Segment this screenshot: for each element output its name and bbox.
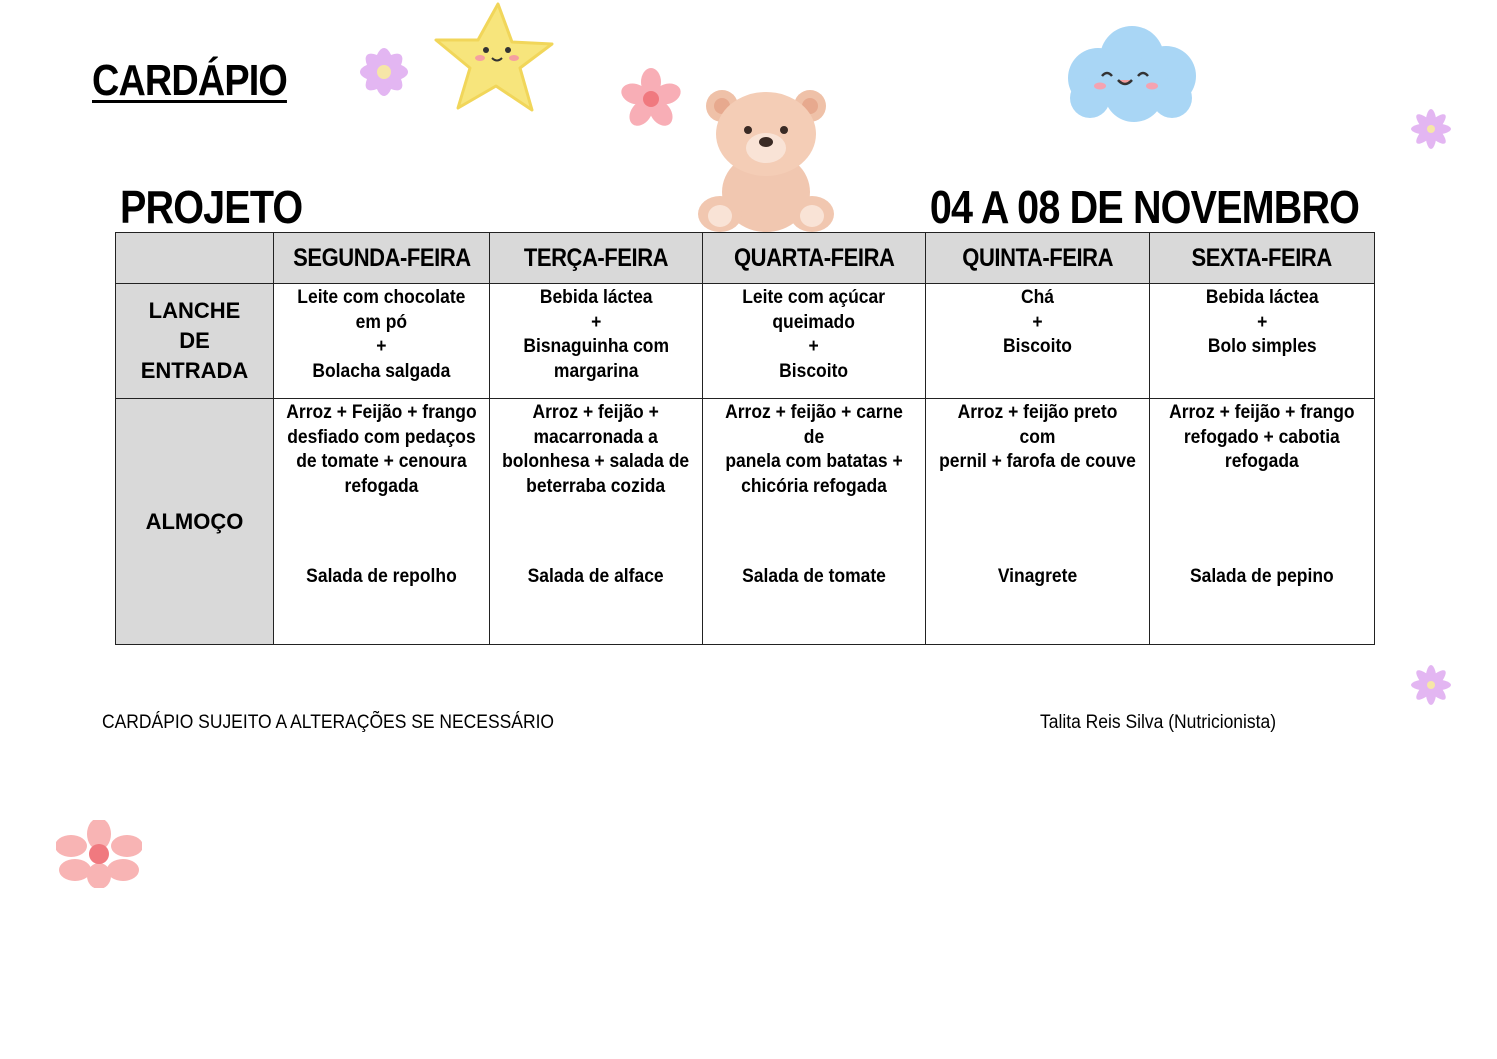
- menu-line: +: [808, 336, 820, 357]
- menu-line: Arroz + feijão + carne de: [725, 402, 903, 448]
- column-header-wednesday: QUARTA-FEIRA: [703, 233, 926, 284]
- menu-line: +: [376, 336, 387, 357]
- menu-line: Leite com chocolate: [297, 287, 466, 308]
- menu-line: beterraba cozida: [526, 475, 666, 497]
- menu-line: Bisnaguinha com: [523, 336, 669, 357]
- menu-line: Chá: [1020, 287, 1055, 308]
- menu-line: Arroz + feijão preto com: [957, 402, 1118, 448]
- teddy-bear-icon: [696, 84, 836, 234]
- table-row-snack: [116, 284, 1375, 399]
- table-corner: [116, 233, 274, 284]
- menu-line: Bolo simples: [1207, 336, 1317, 357]
- menu-line: Bebida láctea: [539, 287, 653, 308]
- menu-line: Bebida láctea: [1205, 287, 1319, 308]
- lunch-cell-wednesday: [703, 399, 926, 645]
- menu-line: panela com batatas +: [725, 451, 903, 472]
- salad-line: Vinagrete: [997, 566, 1078, 587]
- menu-line: chicória refogada: [741, 475, 887, 497]
- menu-line: de tomate + cenoura: [296, 451, 467, 472]
- snack-cell-monday: [274, 284, 490, 399]
- snack-cell-tuesday: [490, 284, 703, 399]
- lilac-flower-icon: [1406, 660, 1456, 710]
- menu-line: Biscoito: [1003, 336, 1072, 357]
- table-header-row: [116, 233, 1375, 284]
- lilac-flower-icon: [1406, 104, 1456, 154]
- salad-line: Salada de tomate: [742, 566, 886, 587]
- week-range: 04 A 08 DE NOVEMBRO: [929, 181, 1359, 233]
- pink-flower-icon: [618, 66, 684, 132]
- snack-cell-wednesday: [703, 284, 926, 399]
- purple-flower-icon: [338, 40, 430, 104]
- salad-line: Salada de alface: [527, 566, 665, 587]
- column-header-thursday: QUINTA-FEIRA: [926, 233, 1150, 284]
- menu-line: refogada: [1225, 451, 1299, 472]
- snack-cell-friday: [1150, 284, 1375, 399]
- cloud-icon: [1062, 20, 1200, 124]
- menu-line: refogada: [344, 475, 419, 497]
- menu-line: margarina: [553, 360, 639, 382]
- pink-flower-icon: [56, 820, 142, 888]
- row-header-lunch: ALMOÇO: [116, 399, 274, 645]
- snack-cell-thursday: [926, 284, 1150, 399]
- column-header-monday: SEGUNDA-FEIRA: [274, 233, 490, 284]
- menu-line: Bolacha salgada: [312, 360, 451, 382]
- menu-line: bolonhesa + salada de: [502, 451, 690, 472]
- menu-line: queimado: [772, 311, 856, 333]
- lunch-cell-tuesday: [490, 399, 703, 645]
- row-header-snack: LANCHE DE ENTRADA: [116, 284, 274, 399]
- table-row-lunch: [116, 399, 1375, 645]
- disclaimer-note: CARDÁPIO SUJEITO A ALTERAÇÕES SE NECESSÁRIO: [102, 712, 555, 733]
- menu-line: +: [1256, 311, 1268, 333]
- menu-line: desfiado com pedaços: [287, 426, 476, 448]
- menu-line: Arroz + Feijão + frango: [286, 402, 477, 423]
- page-title: CARDÁPIO: [92, 56, 287, 105]
- menu-line: Leite com açúcar: [742, 287, 886, 308]
- menu-line: +: [590, 311, 602, 333]
- menu-line: refogado + cabotia: [1184, 426, 1340, 448]
- column-header-tuesday: TERÇA-FEIRA: [490, 233, 703, 284]
- salad-line: Salada de pepino: [1190, 566, 1334, 587]
- project-label: PROJETO: [120, 181, 303, 233]
- lunch-cell-friday: [1150, 399, 1375, 645]
- lunch-cell-monday: [274, 399, 490, 645]
- menu-line: +: [1032, 311, 1043, 333]
- nutritionist-signature: Talita Reis Silva (Nutricionista): [1040, 712, 1277, 733]
- salad-line: Salada de repolho: [306, 566, 457, 587]
- menu-line: Arroz + feijão + frango: [1169, 402, 1355, 423]
- menu-line: Biscoito: [779, 360, 849, 382]
- menu-line: Arroz + feijão +: [532, 402, 660, 423]
- menu-line: macarronada a: [533, 426, 659, 448]
- column-header-friday: SEXTA-FEIRA: [1150, 233, 1375, 284]
- menu-table: [115, 232, 1375, 645]
- menu-line: em pó: [355, 311, 408, 333]
- lunch-cell-thursday: [926, 399, 1150, 645]
- star-icon: [428, 0, 554, 122]
- menu-line: pernil + farofa de couve: [939, 451, 1136, 472]
